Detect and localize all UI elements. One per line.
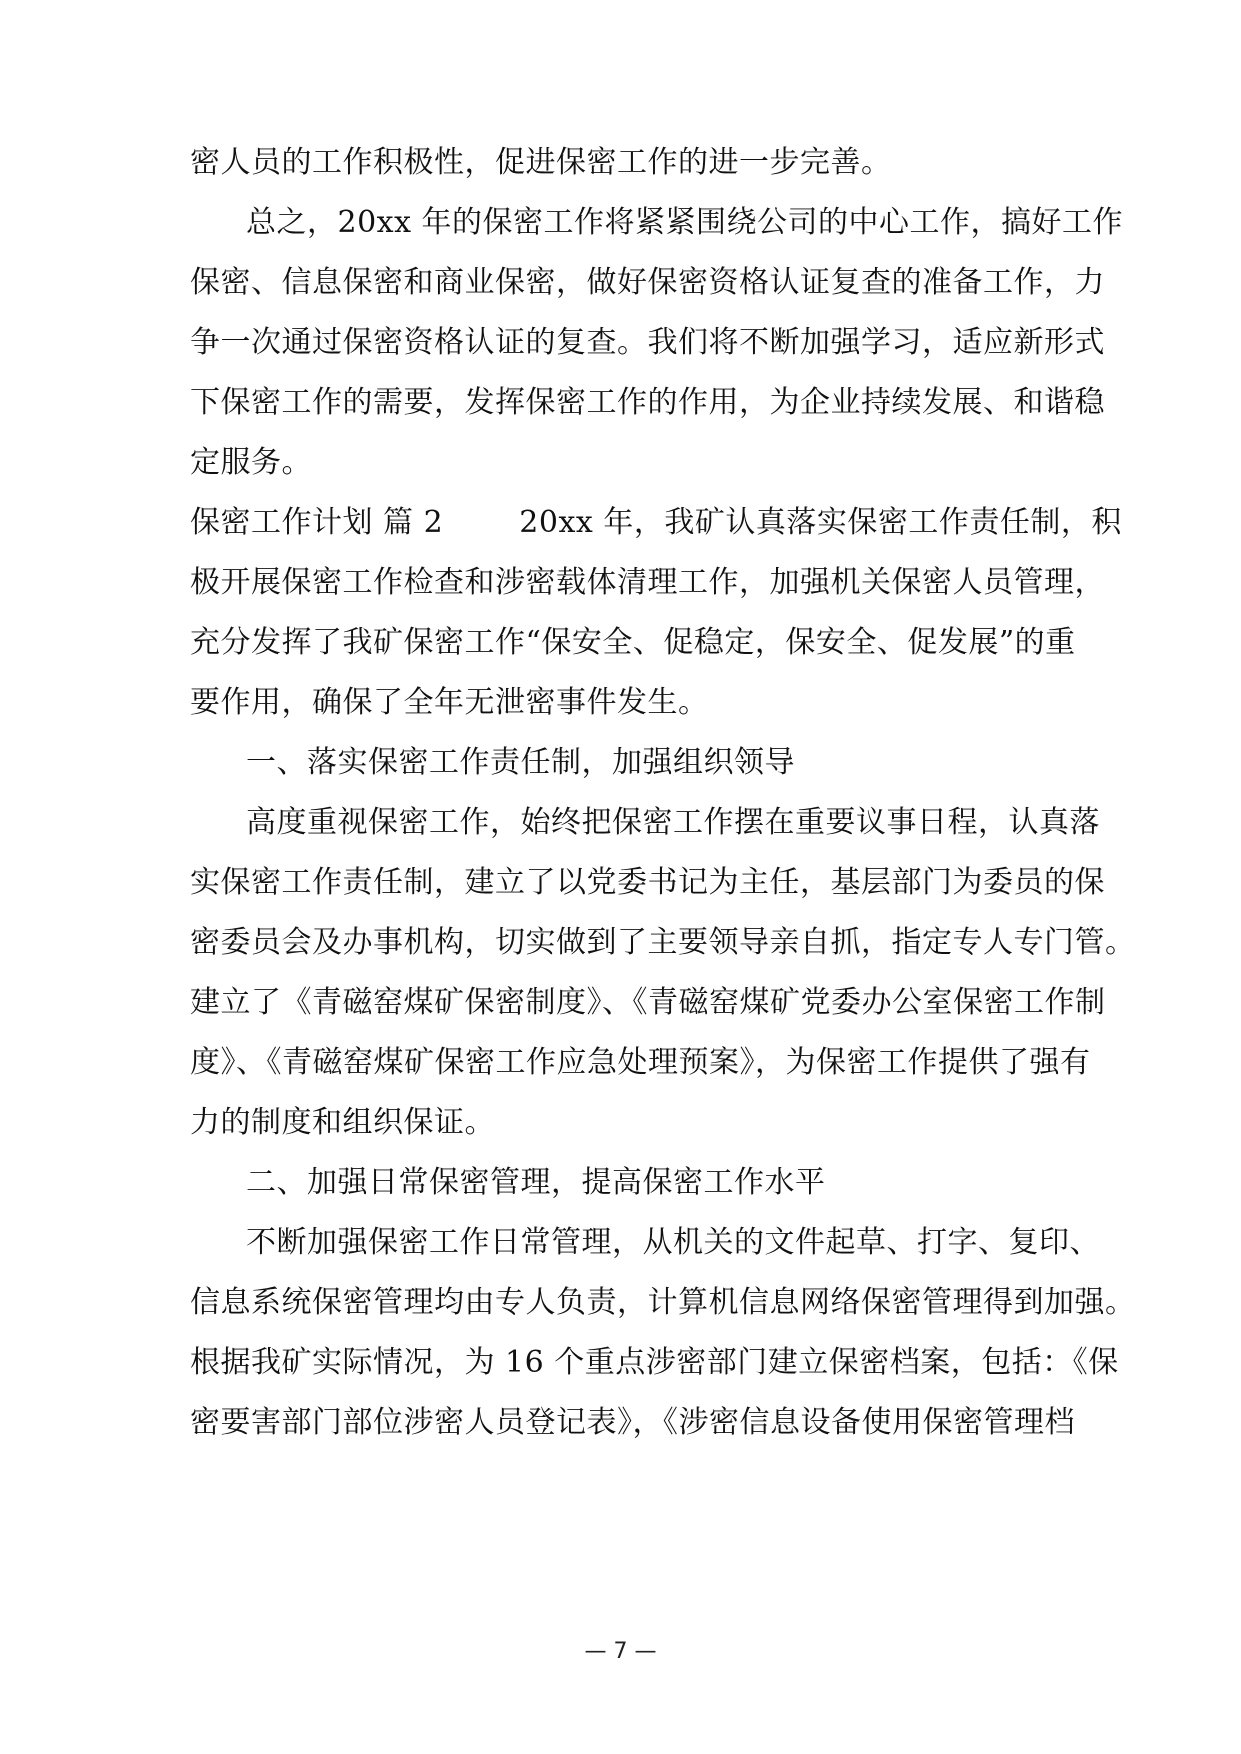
subheading-line: 二、加强日常保密管理，提高保密工作水平 <box>246 1165 826 1200</box>
text-line: 根据我矿实际情况，为 16 个重点涉密部门建立保密档案，包括：《保 <box>190 1345 1119 1380</box>
text-line: 密委员会及办事机构，切实做到了主要领导亲自抓，指定专人专门管。 <box>190 925 1136 960</box>
text-line: 保密、信息保密和商业保密，做好保密资格认证复查的准备工作，力 <box>190 265 1105 300</box>
section-label: 篇 2 <box>383 505 444 540</box>
text-line: 不断加强保密工作日常管理，从机关的文件起草、打字、复印、 <box>246 1225 1100 1260</box>
text-line: 定服务。 <box>190 445 312 480</box>
section-heading-line <box>190 503 1122 543</box>
subheading-line: 一、落实保密工作责任制，加强组织领导 <box>246 745 795 780</box>
text-line: 要作用，确保了全年无泄密事件发生。 <box>190 685 709 720</box>
text-line: 实保密工作责任制，建立了以党委书记为主任，基层部门为委员的保 <box>190 865 1105 900</box>
text-line: 力的制度和组织保证。 <box>190 1105 495 1140</box>
section-text: 20xx 年，我矿认真落实保密工作责任制，积 <box>519 505 1122 540</box>
page-number: — 7 — <box>584 1639 657 1664</box>
text-line: 密要害部门部位涉密人员登记表》，《涉密信息设备使用保密管理档 <box>190 1405 1075 1440</box>
section-title: 保密工作计划 <box>190 505 373 540</box>
text-line: 下保密工作的需要，发挥保密工作的作用，为企业持续发展、和谐稳 <box>190 385 1105 420</box>
text-line: 极开展保密工作检查和涉密载体清理工作，加强机关保密人员管理， <box>190 565 1105 600</box>
text-line: 度》、《青磁窑煤矿保密工作应急处理预案》，为保密工作提供了强有 <box>190 1045 1091 1080</box>
text-line: 建立了《青磁窑煤矿保密制度》、《青磁窑煤矿党委办公室保密工作制 <box>190 985 1106 1020</box>
text-line: 密人员的工作积极性，促进保密工作的进一步完善。 <box>190 145 892 180</box>
text-line: 充分发挥了我矿保密工作“保安全、促稳定，保安全、促发展”的重 <box>190 625 1076 660</box>
text-line: 信息系统保密管理均由专人负责，计算机信息网络保密管理得到加强。 <box>190 1285 1136 1320</box>
text-line: 总之，20xx 年的保密工作将紧紧围绕公司的中心工作，搞好工作 <box>246 205 1124 240</box>
text-line: 高度重视保密工作，始终把保密工作摆在重要议事日程，认真落 <box>246 805 1100 840</box>
text-line: 争一次通过保密资格认证的复查。我们将不断加强学习，适应新形式 <box>190 325 1105 360</box>
